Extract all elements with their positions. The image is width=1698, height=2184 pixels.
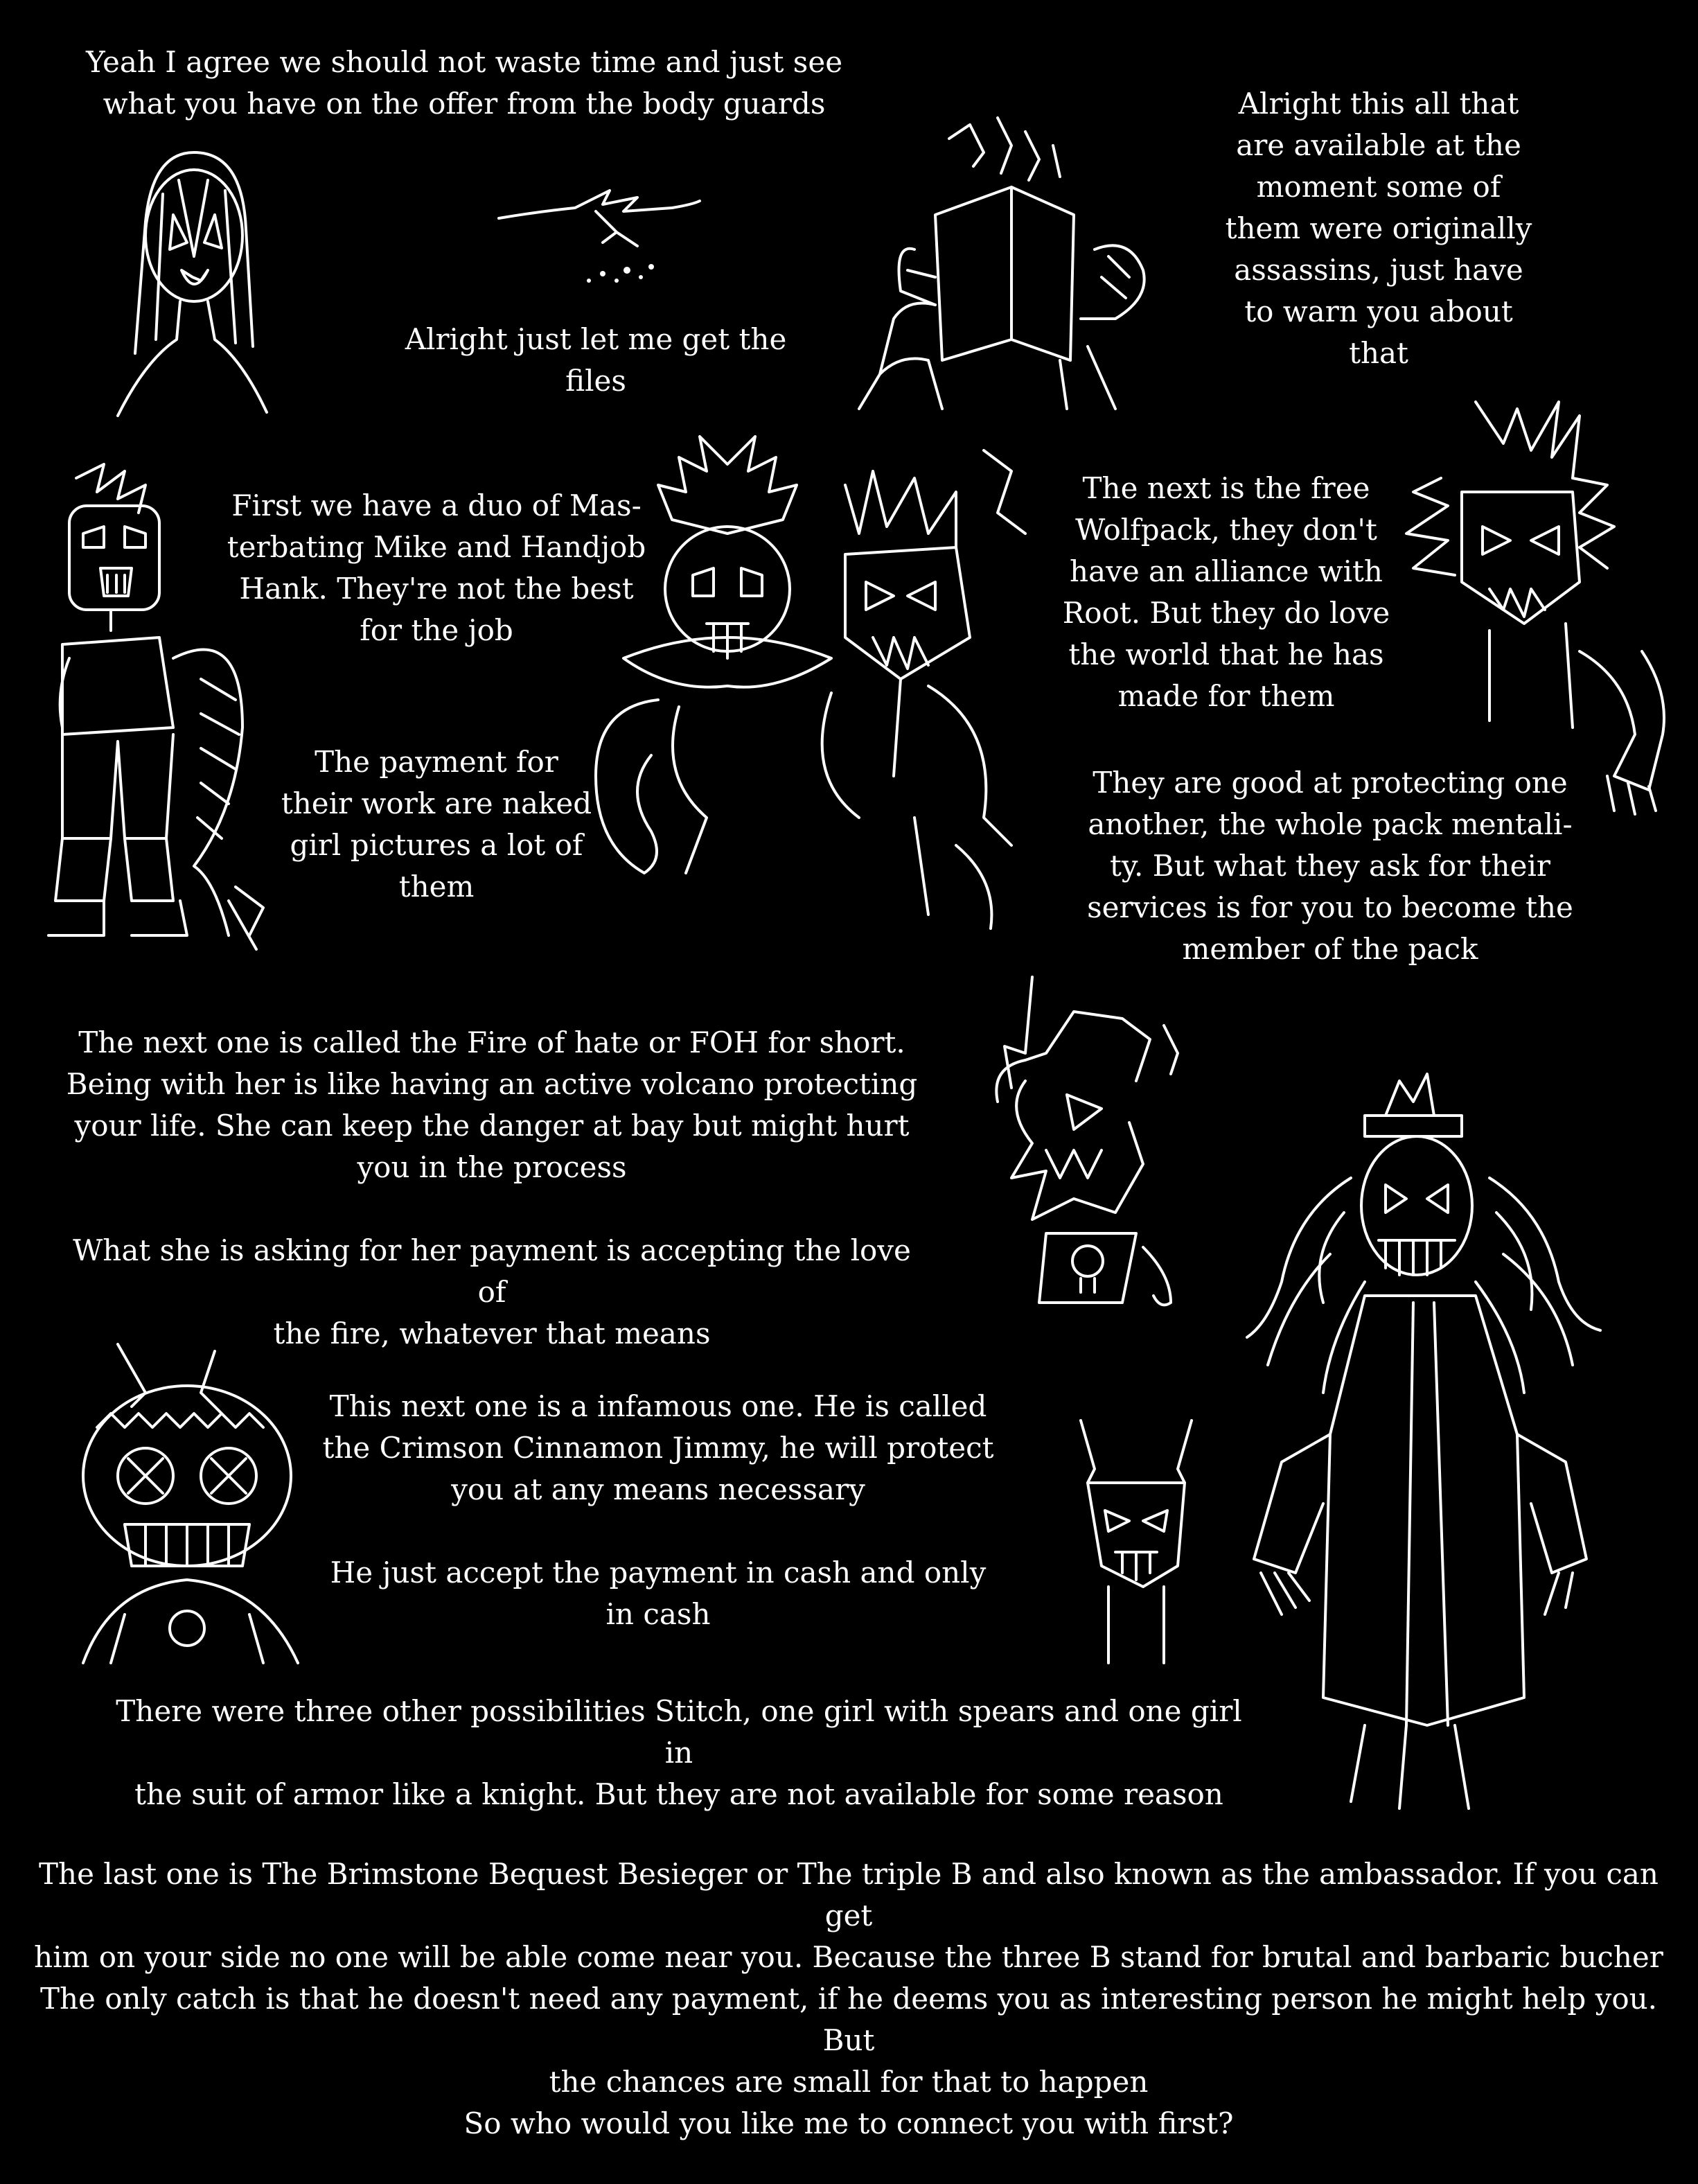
brimstone-payment-caption: The only catch is that he doesn't need any payment, if he deems you as interesting person he might help you. But the chances are small for that to happen (39, 1982, 1658, 2099)
tiki-mask-figure-drawing (35, 450, 284, 977)
skull-trenchcoat-figure-drawing (1226, 1074, 1656, 1815)
wolfpack-payment-caption: They are good at protecting one another, the whole pack mentali- ty. But what they ask for their services is for you to become the member of the pack (1087, 766, 1573, 966)
long-haired-girl-drawing (104, 139, 284, 430)
tentacle-mask-pair-drawing (568, 430, 1053, 928)
question-caption: So who would you like me to connect you with first? (463, 2106, 1234, 2140)
intro-caption: Yeah I agree we should not waste time and just see what you have on the offer from the body guards (85, 45, 843, 121)
wolf-figure-drawing (1386, 388, 1690, 818)
book-reader-drawing (852, 111, 1185, 416)
jimmy-caption: This next one is a infamous one. He is called the Crimson Cinnamon Jimmy, he will protect you at any means necessary (322, 1389, 994, 1506)
brimstone-caption: The last one is The Brimstone Bequest Besieger or The triple B and also known as the ambassador. If you can get him on your side no one will be able come near you. Because the three B stand for brutal and barbaric bucher (34, 1857, 1663, 1974)
available-caption: Alright this all that are available at the moment some of them were originally assassins, just have to warn you about that (1225, 87, 1532, 370)
antenna-skull-head-drawing (42, 1337, 346, 1663)
jimmy-payment-caption: He just accept the payment in cash and only in cash (330, 1556, 987, 1631)
foh-caption: The next one is called the Fire of hate or FOH for short. Being with her is like having an active volcano protecting your life. She can keep the danger at bay but might hurt you in the process (66, 1025, 918, 1184)
wolfpack-caption: The next is the free Wolfpack, they don't have an alliance with Root. But they do love the world that he has made for them (1062, 471, 1390, 713)
foh-payment-caption: What she is asking for her payment is accepting the love of the fire, whatever that means (73, 1233, 911, 1350)
small-horned-skull-drawing (1067, 1414, 1205, 1663)
horned-dragon-head-drawing (984, 970, 1205, 1330)
files-caption: Alright just let me get the files (405, 322, 787, 398)
flying-bird-drawing (499, 177, 707, 301)
duo-caption: First we have a duo of Mas- terbating Mike and Handjob Hank. They're not the best for the job (227, 488, 646, 647)
duo-payment-caption: The payment for their work are naked girl pictures a lot of them (281, 745, 592, 904)
others-caption: There were three other possibilities Stitch, one girl with spears and one girl in the suit of armor like a knight. But they are not available for some reason (116, 1694, 1242, 1811)
